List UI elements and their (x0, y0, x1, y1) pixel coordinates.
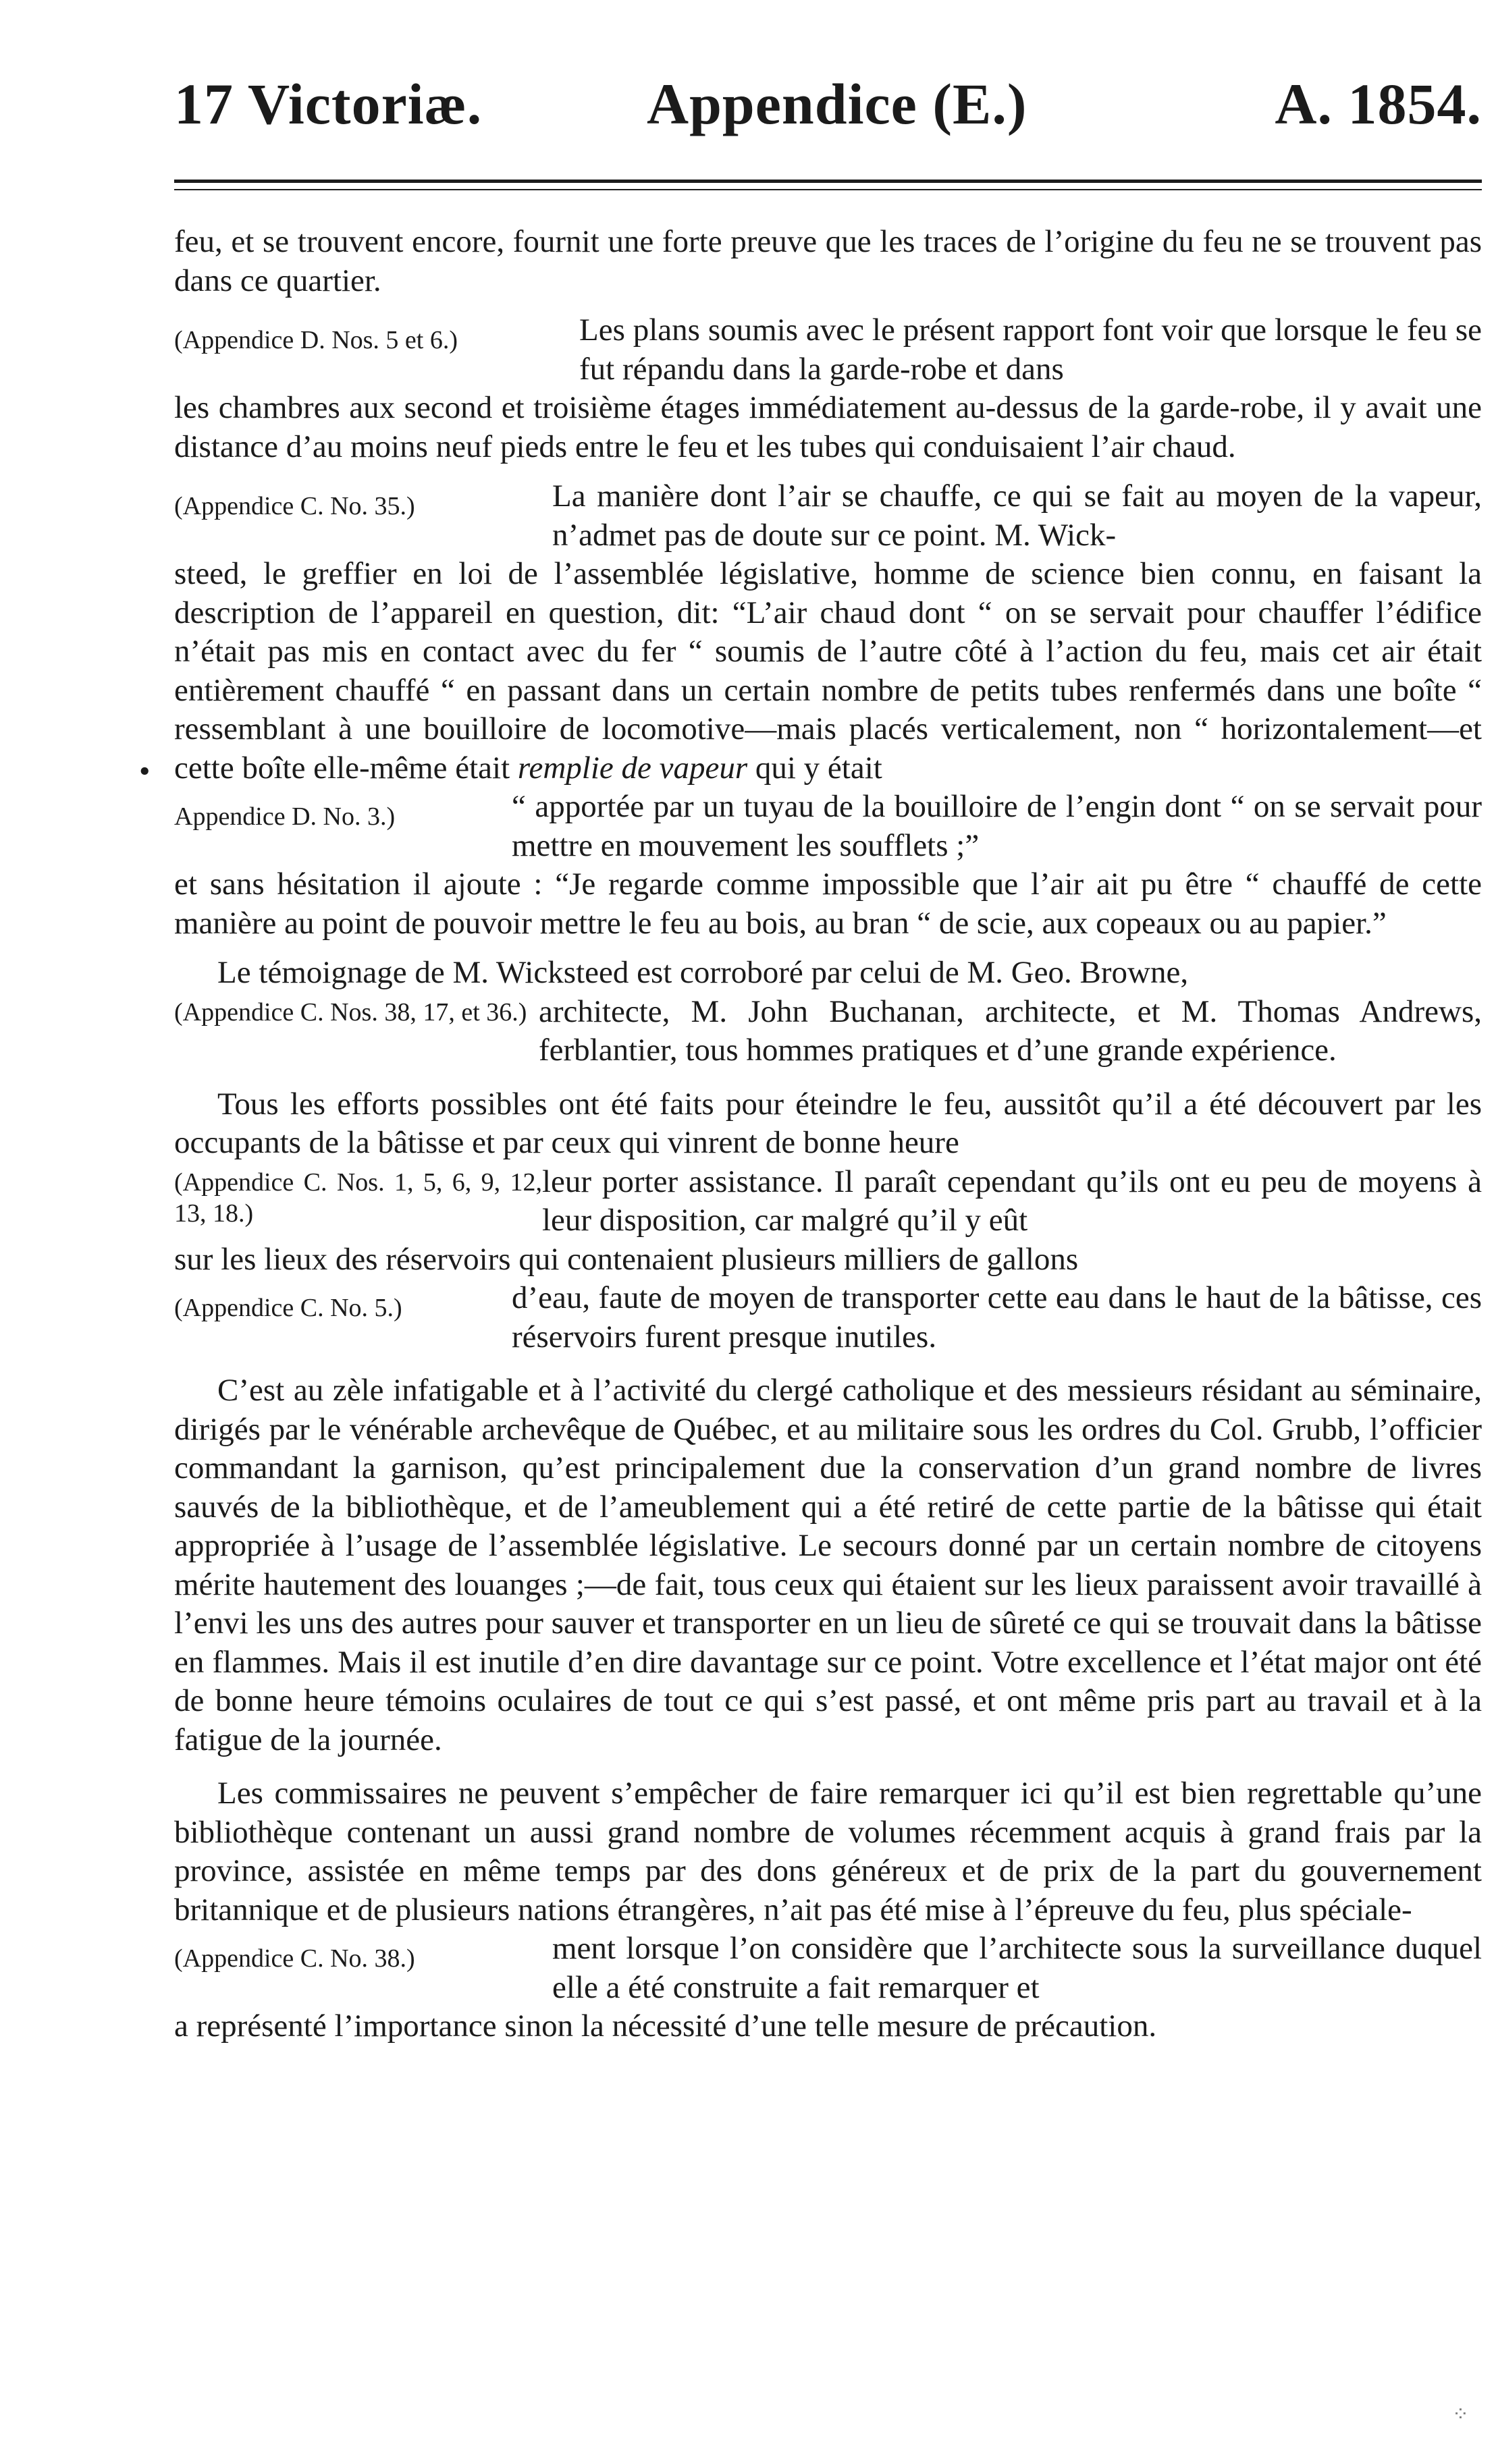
corner-mark: ⁘ (1451, 2403, 1469, 2426)
margin-note: (Appendice D. Nos. 5 et 6.) (174, 326, 458, 354)
paragraph-7-first: Les commissaires ne peuvent s’empêcher de faire remarquer ici qu’il est bien regrettable qu’une bibliothèque contenant un aussi grand nombre de volumes récemment acquis à grand frais par la province, assistée en même temps par des dons généreux et de prix de la part du gouvernement britannique et de plusieurs nations étrangères, n’ait pas été mise à l’épreuve du feu, plus spéciale- (174, 1776, 1482, 1927)
paragraph-3-quote-a: steed, le greffier en loi de l’assemblée législative, homme de science bien connu, en faisant la description de l’appareil en question, dit: “L’air chaud dont “ on se servait pour chauffer l’édifice n’était pas mis en contact avec du fer “ soumis de l’autre côté à l’action du feu, mais cet air était entièrement chauffé “ en passant dans un certain nombre de petits tubes renfermés dans une boîte “ ressemblant à une bouilloire de locomotive—mais placés verticalement, non “ horizontalement—et cette boîte elle-même était (174, 556, 1482, 786)
paragraph-7-last: a représenté l’importance sinon la nécessité d’une telle mesure de précaution. (174, 2008, 1157, 2044)
margin-dot: • (139, 754, 151, 789)
body-text (174, 223, 1482, 2046)
margin-note: (Appendice C. No. 35.) (174, 492, 415, 520)
paragraph-3-quote-b: qui y était (755, 750, 882, 786)
margin-note: Appendice D. No. 3.) (174, 802, 396, 831)
paragraph-3-end: et sans hésitation il ajoute : “Je regarde comme impossible que l’air ait pu être “ chauffé de cette manière au point de pouvoir mettre le feu au bois, au bran “ de scie, aux copeaux ou au papier.” (174, 867, 1482, 941)
paragraph-3-side-block-2 (174, 788, 1482, 865)
running-header (174, 70, 1482, 144)
paragraph-3-quote (174, 555, 1482, 788)
margin-note: (Appendice C. Nos. 1, 5, 6, 9, 12, 13, 18.) (174, 1168, 542, 1228)
paragraph-4-side-block (174, 993, 1482, 1070)
header-title: Appendice (E.) (647, 72, 1027, 136)
paragraph-5-first: Tous les efforts possibles ont été faits pour éteindre le feu, aussitôt qu’il a été découvert par les occupants de la bâtisse et par ceux qui vinrent de bonne heure (174, 1086, 1482, 1160)
paragraph-2-side-block (174, 311, 1482, 389)
paragraph-4-side-text: architecte, M. John Buchanan, architecte, et M. Thomas Andrews, ferblantier, tous hommes pratiques et d’une grande expérience. (539, 993, 1482, 1068)
paragraph-5-side-block-2 (174, 1279, 1482, 1357)
paragraph-3-italic: remplie de vapeur (517, 750, 748, 786)
header-session: 17 Victoriæ. (174, 72, 483, 136)
paragraph-3-side-text-2: “ apportée par un tuyau de la bouilloire de l’engin dont “ on se servait pour mettre en mouvement les soufflets ;” (512, 789, 1482, 863)
paragraph-3-side-block (174, 477, 1482, 555)
paragraph-3-side-text: La manière dont l’air se chauffe, ce qui se fait au moyen de la vapeur, n’admet pas de doute sur ce point. M. Wick- (552, 478, 1482, 553)
margin-note: (Appendice C. No. 5.) (174, 1294, 402, 1322)
header-year: A. 1854. (1275, 72, 1482, 136)
header-rule-thick (174, 180, 1482, 183)
paragraph-5-side-text-2: d’eau, faute de moyen de transporter cette eau dans le haut de la bâtisse, ces réservoirs furent presque inutiles. (512, 1280, 1482, 1354)
paragraph-6: C’est au zèle infatigable et à l’activité du clergé catholique et des messieurs résidant au séminaire, dirigés par le vénérable archevêque de Québec, et au militaire sous les ordres du Col. Grubb, l’officier commandant la garnison, qu’est principalement due la conservation d’un grand nombre de livres sauvés de la bibliothèque, et de l’ameublement qui a été retiré de cette partie de la bâtisse qui était appropriée à l’usage de l’assemblée législative. Le secours donné par un certain nombre de citoyens mérite hautement des louanges ;—de fait, tous ceux qui étaient sur les lieux paraissent avoir travaillé à l’envi les uns des autres pour sauver et transporter en un lieu de sûreté ce qui se trouvait dans la bâtisse en flammes. Mais il est inutile d’en dire davantage sur ce point. Votre excellence et l’état major ont été de bonne heure témoins oculaires de tout ce qui s’est passé, et ont même pris part au travail et à la fatigue de la journée. (174, 1373, 1482, 1757)
margin-note: (Appendice C. No. 38.) (174, 1944, 415, 1973)
header-rule-thin (174, 189, 1482, 190)
paragraph-5-side-block (174, 1163, 1482, 1240)
paragraph-7-side-block (174, 1929, 1482, 2007)
paragraph-7-side-text: ment lorsque l’on considère que l’architecte sous la surveillance duquel elle a été construite a fait remarquer et (552, 1931, 1482, 2005)
paragraph-1: feu, et se trouvent encore, fournit une forte preuve que les traces de l’origine du feu ne se trouvent pas dans ce quartier. (174, 224, 1482, 298)
paragraph-2-rest: les chambres aux second et troisième étages immédiatement au-dessus de la garde-robe, il y avait une distance d’au moins neuf pieds entre le feu et les tubes qui conduisaient l’air chaud. (174, 390, 1482, 464)
paragraph-5-mid: sur les lieux des réservoirs qui contenaient plusieurs milliers de gallons (174, 1241, 1079, 1277)
paragraph-2-side-text: Les plans soumis avec le présent rapport font voir que lorsque le feu se fut répandu dans la garde-robe et dans (579, 312, 1482, 387)
paragraph-5-side-text: leur porter assistance. Il paraît cependant qu’ils ont eu peu de moyens à leur disposition, car malgré qu’il y eût (542, 1163, 1482, 1238)
paragraph-4-first: Le témoignage de M. Wicksteed est corroboré par celui de M. Geo. Browne, (217, 955, 1189, 990)
margin-note: (Appendice C. Nos. 38, 17, et 36.) (174, 997, 527, 1026)
